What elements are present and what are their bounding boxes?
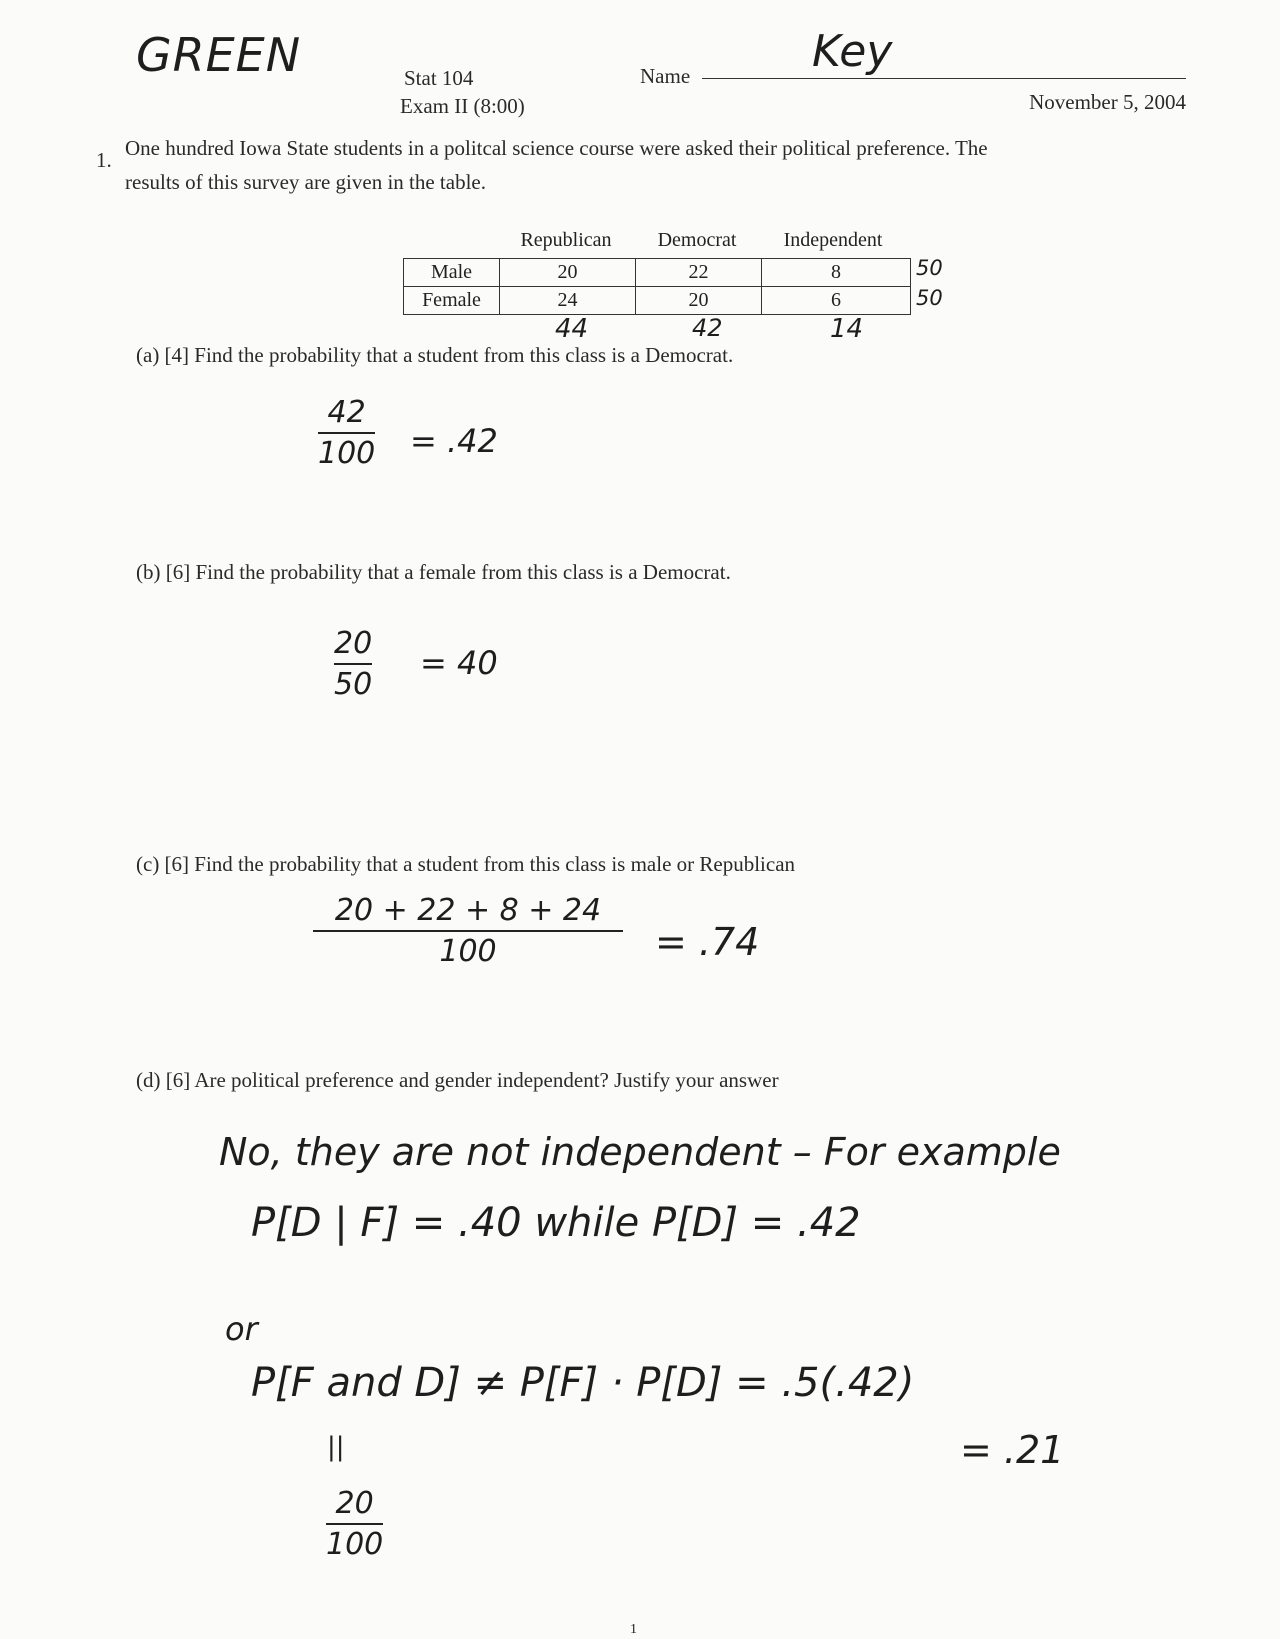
table-cell: 22 bbox=[636, 259, 762, 287]
row-label: Female bbox=[404, 287, 500, 315]
part-d-answer-line2: P[D | F] = .40 while P[D] = .42 bbox=[251, 1200, 861, 1246]
part-d-answer-line4: = .21 bbox=[960, 1428, 1065, 1472]
table-cell: 24 bbox=[500, 287, 636, 315]
table-row bbox=[404, 287, 911, 315]
table-cell: 20 bbox=[636, 287, 762, 315]
exam-title: Exam II (8:00) bbox=[400, 94, 525, 118]
part-b-result: = 40 bbox=[420, 644, 498, 682]
table-cell: 8 bbox=[762, 259, 911, 287]
denominator: 100 bbox=[439, 934, 497, 969]
equal-mark: || bbox=[327, 1432, 345, 1462]
exam-date: November 5, 2004 bbox=[1029, 90, 1186, 114]
part-a-fraction bbox=[318, 395, 375, 471]
part-a-result: = .42 bbox=[410, 422, 498, 460]
column-header-republican: Republican bbox=[520, 229, 612, 251]
course-title: Stat 104 bbox=[404, 66, 474, 90]
part-b-prompt: (b) [6] Find the probability that a female from this class is a Democrat. bbox=[136, 560, 731, 584]
denominator: 100 bbox=[318, 436, 376, 471]
part-d-answer-line3: P[F and D] ≠ P[F] · P[D] = .5(.42) bbox=[251, 1360, 915, 1406]
column-header-independent: Independent bbox=[783, 229, 883, 251]
denominator: 50 bbox=[334, 667, 373, 702]
page-number: 1 bbox=[630, 1622, 637, 1637]
table-cell: 20 bbox=[500, 259, 636, 287]
part-c-result: = .74 bbox=[655, 920, 760, 964]
handwritten-group-name: GREEN bbox=[136, 28, 302, 82]
question-text-line1: One hundred Iowa State students in a politcal science course were asked their political preference. The bbox=[125, 136, 988, 160]
column-total: 42 bbox=[692, 314, 723, 342]
part-c-prompt: (c) [6] Find the probability that a student from this class is male or Republican bbox=[136, 852, 796, 876]
table-row bbox=[404, 259, 911, 287]
question-number: 1. bbox=[96, 148, 112, 172]
numerator: 20 bbox=[335, 1486, 374, 1521]
row-total: 50 bbox=[916, 286, 943, 310]
part-c-fraction bbox=[313, 893, 623, 969]
part-a-prompt: (a) [4] Find the probability that a student from this class is a Democrat. bbox=[136, 343, 734, 367]
name-label: Name bbox=[640, 64, 691, 88]
column-total: 44 bbox=[555, 314, 589, 344]
question-text-line2: results of this survey are given in the table. bbox=[125, 170, 486, 194]
part-b-fraction bbox=[334, 626, 372, 702]
column-header-democrat: Democrat bbox=[657, 229, 737, 251]
denominator: 100 bbox=[326, 1527, 384, 1562]
row-total: 50 bbox=[916, 256, 943, 280]
part-d-fraction bbox=[326, 1486, 383, 1562]
name-line bbox=[702, 78, 1186, 79]
numerator: 20 + 22 + 8 + 24 bbox=[334, 893, 602, 928]
part-d-or: or bbox=[225, 1310, 258, 1348]
name-value: Key bbox=[812, 26, 893, 77]
survey-table bbox=[403, 258, 911, 315]
numerator: 42 bbox=[327, 395, 366, 430]
row-label: Male bbox=[404, 259, 500, 287]
part-d-answer-line1: No, they are not independent – For example bbox=[219, 1130, 1061, 1174]
part-d-prompt: (d) [6] Are political preference and gender independent? Justify your answer bbox=[136, 1068, 779, 1092]
numerator: 20 bbox=[334, 626, 373, 661]
column-total: 14 bbox=[830, 314, 864, 344]
table-cell: 6 bbox=[762, 287, 911, 315]
